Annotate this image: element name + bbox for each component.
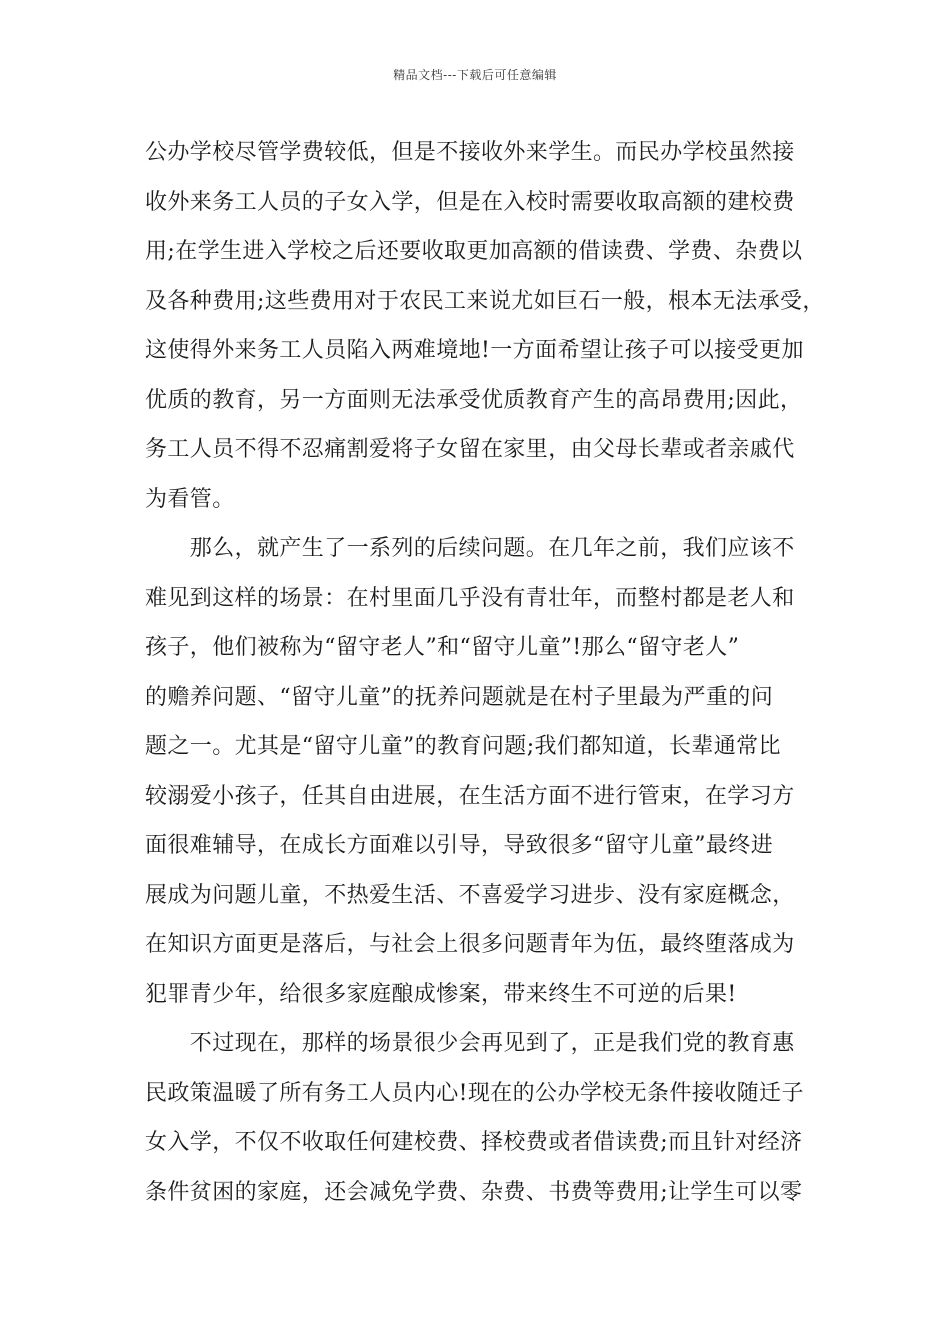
text-line: 难见到这样的场景：在村里面几乎没有青壮年，而整村都是老人和 bbox=[145, 585, 795, 611]
text-line: 收外来务工人员的子女入学，但是在入校时需要收取高额的建校费 bbox=[145, 189, 795, 215]
text-line: 的赡养问题、“留守儿童”的抚养问题就是在村子里最为严重的问 bbox=[145, 684, 774, 710]
text-line: 面很难辅导，在成长方面难以引导，导致很多“留守儿童”最终进 bbox=[145, 833, 774, 858]
text-line: 犯罪青少年，给很多家庭酿成惨案，带来终生不可逆的后果! bbox=[145, 981, 737, 1007]
text-line: 用;在学生进入学校之后还要收取更加高额的借读费、学费、杂费以 bbox=[145, 239, 803, 264]
text-line: 条件贫困的家庭，还会减免学费、杂费、书费等费用;让学生可以零 bbox=[145, 1179, 803, 1205]
text-line: 及各种费用;这些费用对于农民工来说尤如巨石一般，根本无法承受， bbox=[145, 288, 825, 314]
text-line: 这使得外来务工人员陷入两难境地!一方面希望让孩子可以接受更加 bbox=[145, 338, 804, 363]
text-line: 在知识方面更是落后，与社会上很多问题青年为伍，最终堕落成为 bbox=[145, 932, 795, 957]
text-line: 务工人员不得不忍痛割爱将子女留在家里，由父母长辈或者亲戚代 bbox=[145, 437, 795, 462]
text-line: 为看管。 bbox=[145, 486, 235, 512]
text-line: 题之一。尤其是“留守儿童”的教育问题;我们都知道，长辈通常比 bbox=[145, 734, 781, 759]
text-line: 不过现在，那样的场景很少会再见到了，正是我们党的教育惠 bbox=[145, 1031, 795, 1056]
text-line: 公办学校尽管学费较低，但是不接收外来学生。而民办学校虽然接 bbox=[145, 140, 795, 165]
text-line: 民政策温暖了所有务工人员内心!现在的公办学校无条件接收随迁子 bbox=[145, 1080, 804, 1106]
body-text bbox=[145, 128, 825, 1217]
page-header: 精品文档---下载后可任意编辑 bbox=[393, 68, 557, 82]
text-line: 孩子，他们被称为“留守老人”和“留守儿童”!那么“留守老人” bbox=[145, 635, 740, 660]
text-line: 较溺爱小孩子，任其自由进展，在生活方面不进行管束，在学习方 bbox=[145, 783, 795, 809]
text-line: 展成为问题儿童，不热爱生活、不喜爱学习进步、没有家庭概念， bbox=[145, 882, 795, 908]
text-line: 那么，就产生了一系列的后续问题。在几年之前，我们应该不 bbox=[145, 536, 795, 561]
text-line: 女入学，不仅不收取任何建校费、择校费或者借读费;而且针对经济 bbox=[145, 1130, 803, 1155]
text-line: 优质的教育，另一方面则无法承受优质教育产生的高昂费用;因此， bbox=[145, 387, 803, 413]
